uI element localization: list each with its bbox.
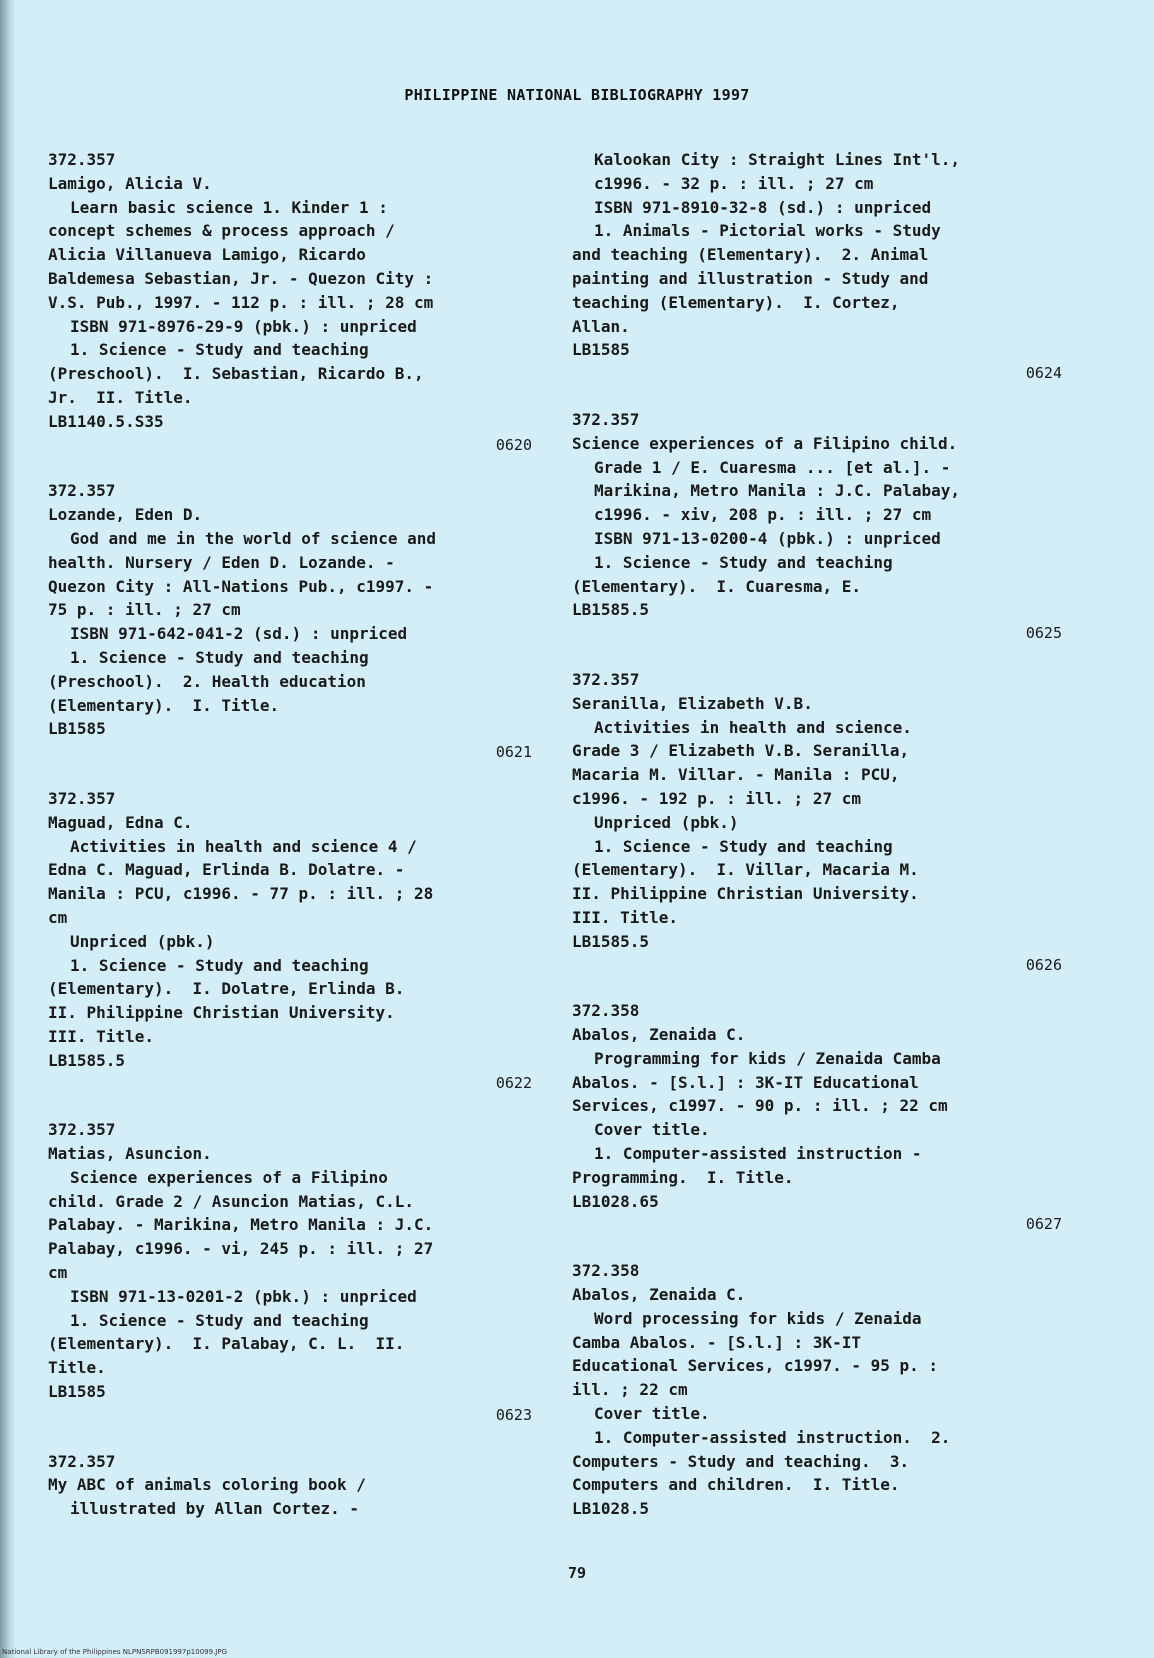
entry-line: LB1585 xyxy=(48,1382,106,1402)
entry-line: 1. Science - Study and teaching xyxy=(70,955,369,975)
entry-line: and teaching (Elementary). 2. Animal xyxy=(572,245,929,265)
entry-line: Manila : PCU, c1996. - 77 p. : ill. ; 28 xyxy=(48,884,434,904)
entry-line: teaching (Elementary). I. Cortez, xyxy=(572,292,900,312)
entry-line: Activities in health and science. xyxy=(594,717,912,737)
entry-line: Matias, Asuncion. xyxy=(48,1144,212,1164)
page-title: PHILIPPINE NATIONAL BIBLIOGRAPHY 1997 xyxy=(404,86,750,104)
entry-number: 0627 xyxy=(1025,1215,1062,1234)
entry-line: Programming. I. Title. xyxy=(572,1167,794,1187)
entry-line: 372.357 xyxy=(48,150,116,169)
entry-line: ISBN 971-8910-32-8 (sd.) : unpriced xyxy=(594,197,932,217)
entry-number: 0620 xyxy=(495,435,532,454)
entry-line: Grade 3 / Elizabeth V.B. Seranilla, xyxy=(572,741,910,761)
bibliography-entry xyxy=(572,668,1072,977)
entry-number: 0625 xyxy=(1025,624,1062,643)
entry-line: Cover title. xyxy=(594,1404,710,1424)
entry-line: LB1028.5 xyxy=(572,1499,650,1519)
entry-line: cm xyxy=(48,907,68,927)
entry-line: Edna C. Maguad, Erlinda B. Dolatre. - xyxy=(48,860,405,880)
entry-line: Programming for kids / Zenaida Camba xyxy=(594,1048,941,1068)
entry-line: 1. Science - Study and teaching xyxy=(70,340,369,360)
entry-line: (Preschool). I. Sebastian, Ricardo B., xyxy=(48,364,424,384)
entry-line: 372.358 xyxy=(572,1001,640,1021)
entry-number: 0622 xyxy=(495,1074,532,1093)
entry-line: Abalos. - [S.l.] : 3K-IT Educational xyxy=(572,1072,919,1092)
entry-line: Seranilla, Elizabeth V.B. xyxy=(572,693,813,713)
entry-line: ISBN 971-13-0200-4 (pbk.) : unpriced xyxy=(594,528,941,548)
entry-line: (Elementary). I. Cuaresma, E. xyxy=(572,576,861,596)
entry-line: LB1585.5 xyxy=(48,1050,126,1070)
entry-line: ISBN 971-642-041-2 (sd.) : unpriced xyxy=(70,624,408,644)
entry-line: Cover title. xyxy=(594,1120,710,1140)
entry-line: Unpriced (pbk.) xyxy=(594,812,739,832)
entry-line: c1996. - 192 p. : ill. ; 27 cm xyxy=(572,788,861,808)
entry-line: 372.357 xyxy=(572,669,640,689)
entry-line: c1996. - xiv, 208 p. : ill. ; 27 cm xyxy=(594,505,932,525)
entry-line: 372.357 xyxy=(48,481,116,501)
entry-line: 372.358 xyxy=(572,1261,640,1281)
entry-line: Macaria M. Villar. - Manila : PCU, xyxy=(572,765,900,785)
entry-line: Word processing for kids / Zenaida xyxy=(594,1308,922,1328)
entry-line: ill. ; 22 cm xyxy=(572,1380,688,1400)
entry-line: Learn basic science 1. Kinder 1 : xyxy=(70,197,388,217)
entry-line: ISBN 971-13-0201-2 (pbk.) : unpriced xyxy=(70,1286,417,1306)
entry-line: LB1585.5 xyxy=(572,600,650,620)
entry-line: Services, c1997. - 90 p. : ill. ; 22 cm xyxy=(572,1096,948,1116)
entry-line: II. Philippine Christian University. xyxy=(48,1003,395,1023)
entry-line: 372.357 xyxy=(572,409,640,429)
entry-line: Marikina, Metro Manila : J.C. Palabay, xyxy=(594,481,961,501)
entry-line: 1. Science - Study and teaching xyxy=(594,836,893,856)
entry-line: Activities in health and science 4 / xyxy=(70,836,417,856)
entry-line: concept schemes & process approach / xyxy=(48,221,395,241)
entry-line: III. Title. xyxy=(572,907,678,927)
entry-line: Lozande, Eden D. xyxy=(48,505,203,525)
left-column xyxy=(48,148,538,1521)
entry-line: 1. Computer-assisted instruction - xyxy=(594,1144,922,1164)
entry-number: 0624 xyxy=(1025,364,1062,383)
entry-line: Computers and children. I. Title. xyxy=(572,1475,900,1495)
entry-line: painting and illustration - Study and xyxy=(572,268,929,288)
entry-line: 75 p. : ill. ; 27 cm xyxy=(48,600,241,620)
entry-line: Science experiences of a Filipino child. xyxy=(572,433,958,453)
entry-number: 0621 xyxy=(495,743,532,762)
bibliography-entry xyxy=(572,999,1072,1237)
entry-number: 0626 xyxy=(1025,955,1062,974)
entry-line: 372.357 xyxy=(48,1120,116,1140)
entry-line: 372.357 xyxy=(48,788,116,808)
entry-line: LB1585 xyxy=(572,340,630,360)
entry-line: Abalos, Zenaida C. xyxy=(572,1285,746,1305)
right-column xyxy=(572,148,1072,1521)
entry-line: Lamigo, Alicia V. xyxy=(48,173,212,193)
page-number: 79 xyxy=(567,1564,587,1582)
entry-line: Computers - Study and teaching. 3. xyxy=(572,1451,910,1471)
entry-line: Alicia Villanueva Lamigo, Ricardo xyxy=(48,245,366,265)
entry-line: 1. Science - Study and teaching xyxy=(70,647,369,667)
entry-line: illustrated by Allan Cortez. - xyxy=(70,1499,359,1519)
entry-line: Title. xyxy=(48,1358,106,1378)
entry-line: Palabay. - Marikina, Metro Manila : J.C. xyxy=(48,1215,434,1235)
entry-line: 1. Science - Study and teaching xyxy=(594,552,893,572)
entry-line: III. Title. xyxy=(48,1026,154,1046)
entry-line: Maguad, Edna C. xyxy=(48,812,193,832)
entry-line: health. Nursery / Eden D. Lozande. - xyxy=(48,552,395,572)
bibliography-entry xyxy=(572,408,1072,646)
entry-line: LB1585 xyxy=(48,719,106,739)
entry-line: My ABC of animals coloring book / xyxy=(48,1475,366,1495)
entry-line: (Elementary). I. Dolatre, Erlinda B. xyxy=(48,979,405,999)
entry-line: (Elementary). I. Title. xyxy=(48,695,280,715)
entry-line: II. Philippine Christian University. xyxy=(572,884,919,904)
entry-line: Camba Abalos. - [S.l.] : 3K-IT xyxy=(572,1332,861,1352)
entry-line: LB1028.65 xyxy=(572,1191,659,1211)
entry-line: Allan. xyxy=(572,316,630,336)
scan-edge-shadow xyxy=(0,0,16,1658)
entry-line: (Preschool). 2. Health education xyxy=(48,671,366,691)
entry-line: Baldemesa Sebastian, Jr. - Quezon City : xyxy=(48,268,434,288)
bibliography-entry xyxy=(48,1118,538,1427)
entry-line: c1996. - 32 p. : ill. ; 27 cm xyxy=(594,173,874,193)
entry-line: LB1140.5.S35 xyxy=(48,411,164,431)
entry-line: child. Grade 2 / Asuncion Matias, C.L. xyxy=(48,1191,415,1211)
entry-line: God and me in the world of science and xyxy=(70,528,437,548)
scan-footer: National Library of the Philippines NLPNSRPB091997p10099.JPG xyxy=(2,1648,228,1656)
entry-line: (Elementary). I. Palabay, C. L. II. xyxy=(48,1334,405,1354)
entry-line: Grade 1 / E. Cuaresma ... [et al.]. - xyxy=(594,457,951,477)
bibliography-entry xyxy=(48,148,538,457)
entry-line: ISBN 971-8976-29-9 (pbk.) : unpriced xyxy=(70,316,417,336)
entry-line: Palabay, c1996. - vi, 245 p. : ill. ; 27 xyxy=(48,1239,434,1259)
bibliography-entry xyxy=(48,787,538,1096)
entry-line: Science experiences of a Filipino xyxy=(70,1167,388,1187)
entry-line: 372.357 xyxy=(48,1451,116,1471)
entry-line: Educational Services, c1997. - 95 p. : xyxy=(572,1356,939,1376)
entry-line: Jr. II. Title. xyxy=(48,387,193,407)
entry-line: LB1585.5 xyxy=(572,931,650,951)
entry-number: 0623 xyxy=(495,1405,532,1424)
entry-line: Abalos, Zenaida C. xyxy=(572,1025,746,1045)
entry-line: Quezon City : All-Nations Pub., c1997. - xyxy=(48,576,434,596)
entry-line: cm xyxy=(48,1263,68,1283)
entry-line: 1. Animals - Pictorial works - Study xyxy=(594,221,941,241)
bibliography-entry xyxy=(48,1450,538,1521)
bibliography-entry xyxy=(572,148,1072,386)
bibliography-entry xyxy=(572,1259,1072,1521)
entry-line: V.S. Pub., 1997. - 112 p. : ill. ; 28 cm xyxy=(48,292,434,312)
entry-line: Unpriced (pbk.) xyxy=(70,931,215,951)
entry-line: 1. Science - Study and teaching xyxy=(70,1310,369,1330)
entry-line: (Elementary). I. Villar, Macaria M. xyxy=(572,860,919,880)
entry-line: 1. Computer-assisted instruction. 2. xyxy=(594,1427,951,1447)
bibliography-entry xyxy=(48,479,538,765)
entry-line: Kalookan City : Straight Lines Int'l., xyxy=(594,150,961,169)
